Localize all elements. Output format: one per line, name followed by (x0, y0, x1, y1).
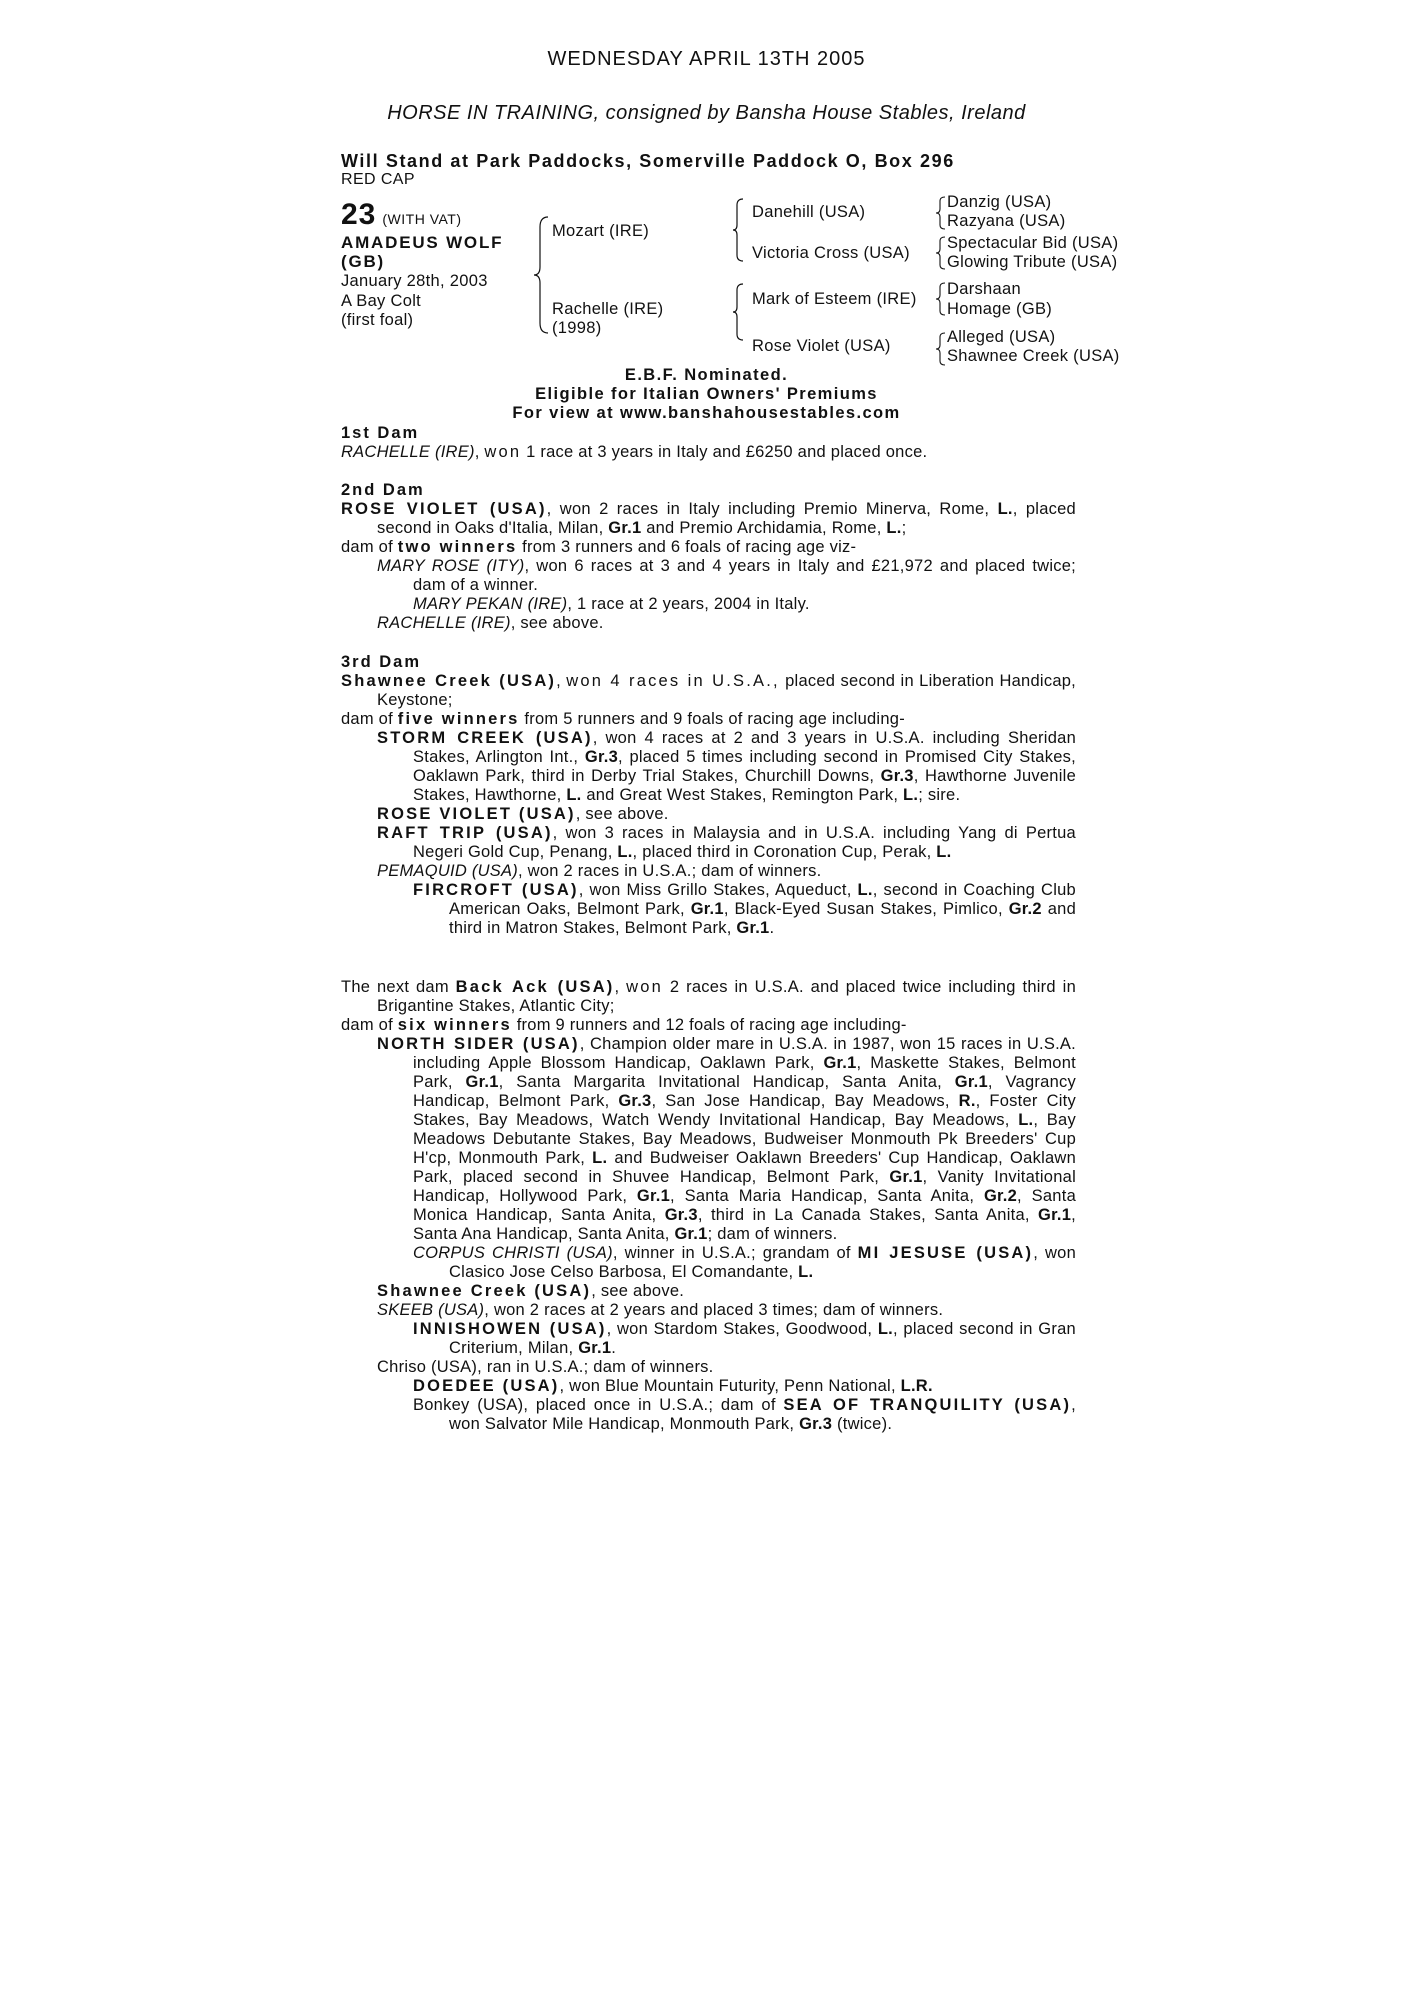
third-dam-record: Shawnee Creek (USA), won 4 races in U.S.A., placed second in Liberation Handicap, Keystone; (341, 672, 1076, 709)
produce-innishowen: INNISHOWEN (USA), won Stardom Stakes, Goodwood, L., placed second in Gran Criterium, Milan, Gr.1. (413, 1320, 1076, 1357)
produce-bonkey: Bonkey (USA), placed once in U.S.A.; dam of SEA OF TRANQUILITY (USA), won Salvator Mile Handicap, Monmouth Park, Gr.3 (twice). (413, 1396, 1077, 1433)
fourth-dam-record: The next dam Back Ack (USA), won 2 races in U.S.A. and placed twice including third in Brigantine Stakes, Atlantic City; (341, 978, 1077, 1015)
produce-raft-trip: RAFT TRIP (USA), won 3 races in Malaysia and in U.S.A. including Yang di Pertua Negeri Gold Cup, Penang, L., placed third in Coronation Cup, Perak, L. (377, 824, 1076, 861)
consignment-line: HORSE IN TRAINING, consigned by Bansha House Stables, Ireland (387, 102, 1026, 124)
produce-fircroft: FIRCROFT (USA), won Miss Grillo Stakes, Aqueduct, L., second in Coaching Club American Oaks, Belmont Park, Gr.1, Black-Eyed Susan Stakes, Pimlico, Gr.2 and third in Matron Stakes, Belmont Park, Gr.1. (413, 881, 1076, 937)
lot-number: 23 (341, 198, 377, 231)
produce-shawnee-creek: Shawnee Creek (USA), see above. (377, 1282, 685, 1300)
vat-note: (WITH VAT) (382, 211, 462, 227)
foaling-date: January 28th, 2003 (341, 272, 488, 290)
produce-corpus-christi: CORPUS CHRISTI (USA), winner in U.S.A.; grandam of MI JESUSE (USA), won Clasico Jose Celso Barbosa, El Comandante, L. (413, 1244, 1077, 1281)
produce-chriso: Chriso (USA), ran in U.S.A.; dam of winners. (377, 1358, 714, 1376)
pedigree-sss: Danzig (USA) (947, 193, 1052, 211)
pedigree-dam-year: (1998) (552, 319, 602, 337)
first-dam-heading: 1st Dam (341, 424, 420, 442)
pedigree-brace-sire (731, 197, 745, 263)
pedigree-sdd: Glowing Tribute (USA) (947, 253, 1118, 271)
produce-doedee: DOEDEE (USA), won Blue Mountain Futurity, Penn National, L.R. (413, 1377, 933, 1395)
lot-heading (341, 198, 462, 232)
produce-rachelle: RACHELLE (IRE), see above. (377, 614, 604, 632)
pedigree-dam: Rachelle (IRE) (552, 300, 664, 318)
pedigree-brace-ds (935, 282, 947, 316)
pedigree-sd: Victoria Cross (USA) (752, 244, 910, 262)
second-dam-heading: 2nd Dam (341, 481, 425, 499)
ebf-note: E.B.F. Nominated. (624, 366, 789, 384)
fourth-dam-section (341, 978, 1076, 1434)
second-dam-produce-summary: dam of two winners from 3 runners and 6 foals of racing age viz- (341, 538, 857, 556)
produce-mary-rose: MARY ROSE (ITY), won 6 races at 3 and 4 years in Italy and £21,972 and placed twice; dam of a winner. (377, 557, 1076, 594)
viewing-note: For view at www.banshahousestables.com (512, 404, 901, 422)
pedigree-brace-main (532, 215, 554, 335)
horse-description: A Bay Colt (341, 292, 422, 310)
stand-location: Will Stand at Park Paddocks, Somerville Paddock O, Box 296 (341, 151, 955, 171)
third-dam-section (341, 653, 1076, 938)
second-dam-section (341, 481, 1076, 633)
pedigree-sds: Spectacular Bid (USA) (947, 234, 1119, 252)
pedigree-brace-dam (731, 282, 745, 342)
fourth-dam-produce-summary: dam of six winners from 9 runners and 12 foals of racing age including- (341, 1016, 907, 1034)
produce-north-sider: NORTH SIDER (USA), Champion older mare in U.S.A. in 1987, won 15 races in U.S.A. including Apple Blossom Handicap, Oaklawn Park, Gr.1, Maskette Stakes, Belmont Park, Gr.1, Santa Margarita Invitational Handicap, Santa Anita, Gr.1, Vagrancy Handicap, Belmont Park, Gr.3, San Jose Handicap, Bay Meadows, R., Foster City Stakes, Bay Meadows, Watch Wendy Invitational Handicap, Bay Meadows, L., Bay Meadows Debutante Stakes, Bay Meadows, Budweiser Monmouth Pk Breeders' Cup H'cp, Monmouth Park, L. and Budweiser Oaklawn Breeders' Cup Handicap, Oaklawn Park, placed second in Shuvee Handicap, Belmont Park, Gr.1, Vanity Invitational Handicap, Hollywood Park, Gr.1, Santa Maria Handicap, Santa Anita, Gr.2, Santa Monica Handicap, Santa Anita, Gr.3, third in La Canada Stakes, Santa Anita, Gr.1, Santa Ana Handicap, Santa Anita, Gr.1; dam of winners. (377, 1035, 1077, 1243)
third-dam-produce-summary: dam of five winners from 5 runners and 9 foals of racing age including- (341, 710, 905, 728)
pedigree-dd: Rose Violet (USA) (752, 337, 891, 355)
pedigree-ds: Mark of Esteem (IRE) (752, 290, 917, 308)
horse-name: AMADEUS WOLF (GB) (341, 233, 504, 271)
third-dam-heading: 3rd Dam (341, 653, 422, 671)
pedigree-brace-sd (935, 236, 947, 270)
produce-skeeb: SKEEB (USA), won 2 races at 2 years and placed 3 times; dam of winners. (377, 1301, 944, 1319)
pedigree-dds: Alleged (USA) (947, 328, 1056, 346)
pedigree-brace-dd (935, 332, 947, 366)
pedigree-ssd: Razyana (USA) (947, 212, 1066, 230)
produce-mary-pekan: MARY PEKAN (IRE), 1 race at 2 years, 2004 in Italy. (413, 595, 810, 613)
pedigree-dss: Darshaan (947, 280, 1021, 298)
second-dam-record: ROSE VIOLET (USA), won 2 races in Italy including Premio Minerva, Rome, L., placed second in Oaks d'Italia, Milan, Gr.1 and Premio Archidamia, Rome, L.; (341, 500, 1076, 537)
foal-note: (first foal) (341, 311, 414, 329)
first-dam-record: RACHELLE (IRE), won 1 race at 3 years in Italy and £6250 and placed once. (341, 443, 928, 461)
produce-storm-creek: STORM CREEK (USA), won 4 races at 2 and 3 years in U.S.A. including Sheridan Stakes, Arlington Int., Gr.3, placed 5 times including second in Promised City Stakes, Oaklawn Park, third in Derby Trial Stakes, Churchill Downs, Gr.3, Hawthorne Juvenile Stakes, Hawthorne, L. and Great West Stakes, Remington Park, L.; sire. (377, 729, 1076, 804)
first-dam-section (341, 424, 1076, 462)
italian-premiums-note: Eligible for Italian Owners' Premiums (535, 385, 878, 403)
pedigree-sire: Mozart (IRE) (552, 222, 650, 240)
produce-pemaquid: PEMAQUID (USA), won 2 races in U.S.A.; dam of winners. (377, 862, 822, 880)
pedigree-ss: Danehill (USA) (752, 203, 866, 221)
cap-colour: RED CAP (341, 171, 415, 188)
pedigree-dsd: Homage (GB) (947, 300, 1053, 318)
produce-rose-violet: ROSE VIOLET (USA), see above. (377, 805, 669, 823)
pedigree-ddd: Shawnee Creek (USA) (947, 347, 1120, 365)
sale-date: WEDNESDAY APRIL 13TH 2005 (547, 48, 866, 70)
pedigree-brace-ss (935, 196, 947, 230)
